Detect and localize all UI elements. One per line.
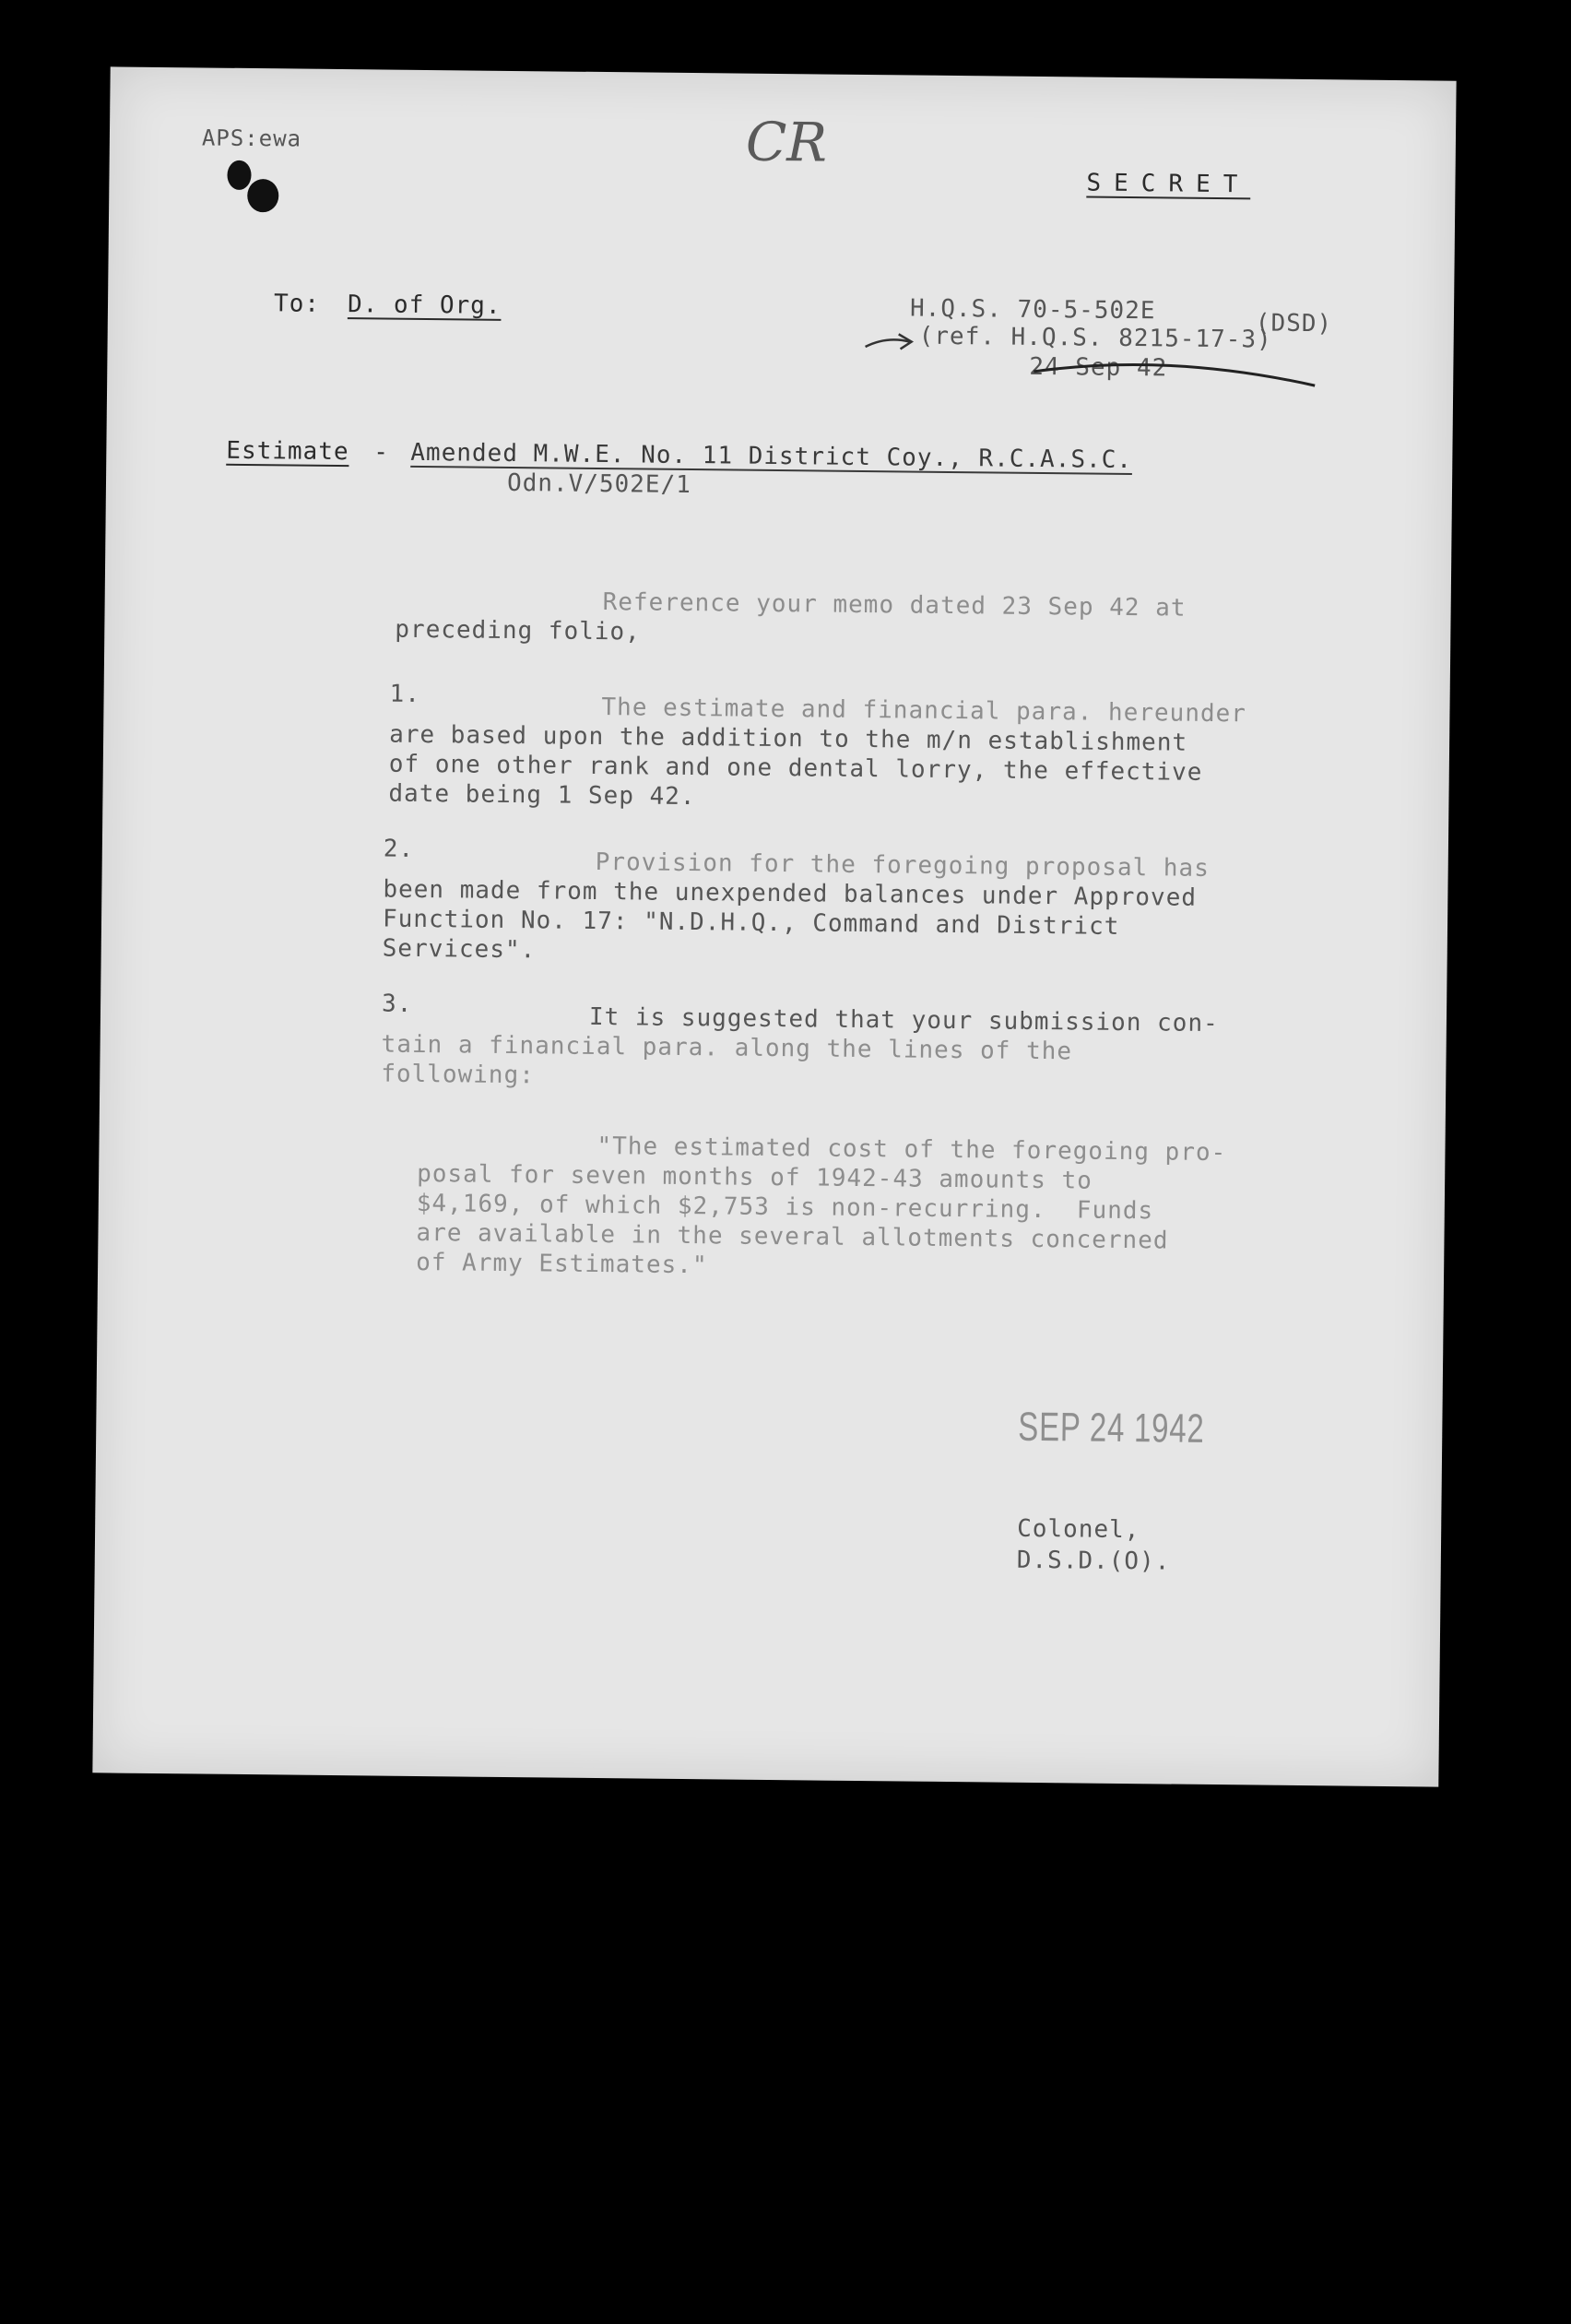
paragraph-number: 1. bbox=[389, 680, 421, 708]
subject-reference: Odn.V/502E/1 bbox=[506, 468, 692, 500]
ink-blot bbox=[227, 160, 251, 190]
signature-rank: Colonel, bbox=[1017, 1514, 1140, 1545]
classification-marking: SECRET bbox=[1086, 169, 1251, 199]
handwritten-initials: CR bbox=[745, 110, 828, 174]
file-number: H.Q.S. 70-5-502E bbox=[909, 294, 1156, 326]
to-label: To: bbox=[273, 290, 321, 318]
related-file-reference: (ref. H.Q.S. 8215-17-3) bbox=[918, 322, 1272, 354]
subject-dash: - bbox=[373, 438, 390, 467]
quoted-text: are available in the several allotments concerned bbox=[416, 1218, 1169, 1255]
paragraph-text: The estimate and financial para. hereunder bbox=[601, 694, 1247, 729]
paragraph-text: Provision for the foregoing proposal has bbox=[595, 848, 1210, 883]
paragraph-text: It is suggested that your submission con- bbox=[588, 1002, 1219, 1038]
quoted-text: $4,169, of which $2,753 is non-recurring. Funds bbox=[416, 1189, 1154, 1226]
paragraph-text: following: bbox=[381, 1060, 536, 1090]
paragraph-text: Services". bbox=[382, 934, 537, 965]
reference-initials: APS:ewa bbox=[201, 125, 302, 152]
paragraph-text: of one other rank and one dental lorry, the effective bbox=[388, 750, 1203, 787]
intro-text: preceding folio, bbox=[395, 615, 641, 646]
paragraph-number: 3. bbox=[381, 990, 413, 1018]
quoted-text: of Army Estimates." bbox=[416, 1248, 708, 1280]
originating-office: (DSD) bbox=[1255, 309, 1333, 338]
to-addressee: D. of Org. bbox=[347, 290, 502, 320]
subject-label: Estimate bbox=[226, 436, 349, 467]
ink-blot bbox=[247, 179, 278, 212]
document-date: 24 Sep 42 bbox=[1029, 352, 1168, 383]
date-stamp: SEP 24 1942 bbox=[1018, 1404, 1205, 1452]
intro-text: Reference your memo dated 23 Sep 42 at bbox=[602, 588, 1187, 622]
paragraph-text: are based upon the addition to the m/n establishment bbox=[389, 720, 1188, 757]
subject-title: Amended M.W.E. No. 11 District Coy., R.C.A.S.C. bbox=[410, 438, 1133, 475]
quoted-text: "The estimated cost of the foregoing pro- bbox=[597, 1132, 1227, 1168]
paragraph-text: Function No. 17: "N.D.H.Q., Command and District bbox=[382, 905, 1120, 941]
signature-office: D.S.D.(O). bbox=[1016, 1546, 1171, 1576]
paragraph-text: date being 1 Sep 42. bbox=[388, 779, 696, 812]
paragraph-text: been made from the unexpended balances under Approved bbox=[383, 875, 1198, 912]
document-page bbox=[92, 66, 1456, 1786]
quoted-text: posal for seven months of 1942-43 amounts to bbox=[417, 1159, 1093, 1195]
paragraph-number: 2. bbox=[383, 835, 415, 863]
paragraph-text: tain a financial para. along the lines of the bbox=[381, 1030, 1073, 1066]
